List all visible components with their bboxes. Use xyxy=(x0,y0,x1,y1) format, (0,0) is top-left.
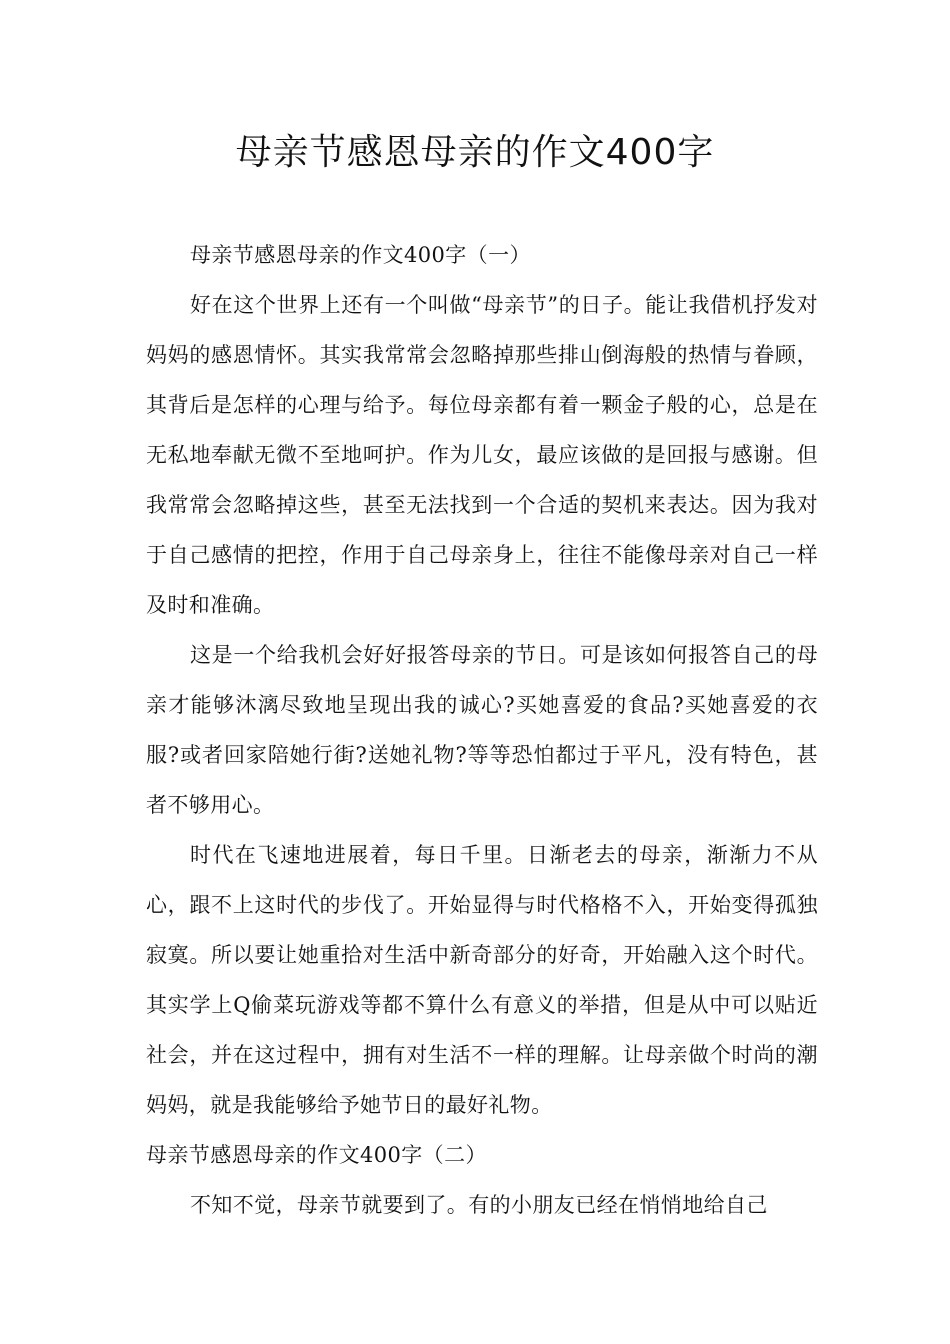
paragraph: 不知不觉，母亲节就要到了。有的小朋友已经在悄悄地给自己 xyxy=(190,1193,768,1217)
paragraph: 时代在飞速地进展着，每日千里。日渐老去的母亲，渐渐力不从心，跟不上这时代的步伐了。开始显得与时代格格不入，开始变得孤独寂寞。所以要让她重拾对生活中新奇部分的好奇，开始融入这个时代。其实学上Q偷菜玩游戏等都不算什么有意义的举措，但是从中可以贴近社会，并在这过程中，拥有对生活不一样的理解。让母亲做个时尚的潮妈妈，就是我能够给予她节日的最好礼物。 xyxy=(146,843,818,1117)
document-title: 母亲节感恩母亲的作文400字 xyxy=(235,132,715,173)
document-body xyxy=(146,230,818,1230)
section-heading-2: 母亲节感恩母亲的作文400字（二） xyxy=(146,1143,487,1167)
section-heading-1: 母亲节感恩母亲的作文400字（一） xyxy=(190,243,531,267)
paragraph: 好在这个世界上还有一个叫做“母亲节”的日子。能让我借机抒发对妈妈的感恩情怀。其实我常常会忽略掉那些排山倒海般的热情与眷顾，其背后是怎样的心理与给予。每位母亲都有着一颗金子般的心，总是在无私地奉献无微不至地呵护。作为儿女，最应该做的是回报与感谢。但我常常会忽略掉这些，甚至无法找到一个合适的契机来表达。因为我对于自己感情的把控，作用于自己母亲身上，往往不能像母亲对自己一样及时和准确。 xyxy=(146,293,818,617)
paragraph: 这是一个给我机会好好报答母亲的节日。可是该如何报答自己的母亲才能够沐漓尽致地呈现出我的诚心?买她喜爱的食品?买她喜爱的衣服?或者回家陪她行街?送她礼物?等等恐怕都过于平凡，没有特色，甚者不够用心。 xyxy=(146,643,818,817)
